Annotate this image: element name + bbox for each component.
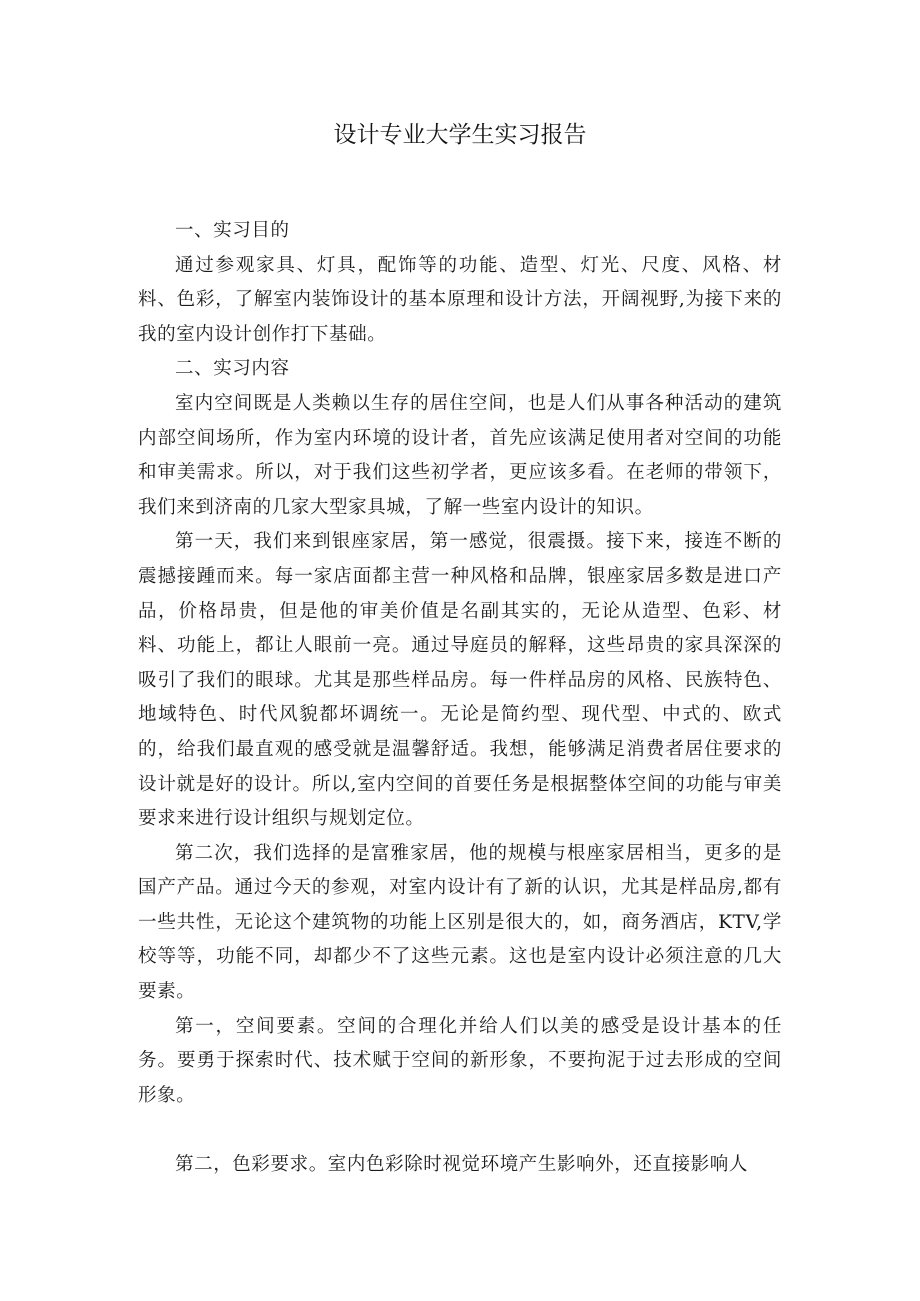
paragraph-color-requirement: 第二，色彩要求。室内色彩除时视觉环境产生影响外，还直接影响人 bbox=[175, 1154, 749, 1176]
document-body bbox=[138, 214, 782, 1183]
paragraph-second-visit: 第二次，我们选择的是富雅家居，他的规模与根座家居相当，更多的是国产产品。通过今天的参观，对室内设计有了新的认识，尤其是样品房,都有一些共性，无论这个建筑物的功能上区别是很大的，如，商务酒店，KTV,学校等等，功能不同，却都少不了这些元素。这也是室内设计必须注意的几大要素。 bbox=[138, 842, 782, 1003]
paragraph-first-day: 第一天，我们来到银座家居，第一感觉，很震摄。接下来，接连不断的震撼接踵而来。每一家店面都主营一种风格和品牌，银座家居多数是进口产品，价格昂贵，但是他的审美价值是名副其实的，无论从造型、色彩、材料、功能上，都让人眼前一亮。通过导庭员的解释，这些昂贵的家具深深的吸引了我们的眼球。尤其是那些样品房。每一件样品房的风格、民族特色、地域特色、时代风貌都坏调统一。无论是简约型、现代型、中式的、欧式的，给我们最直观的感受就是温馨舒适。我想，能够满足消费者居住要求的设计就是好的设计。所以,室内空间的首要任务是根据整体空间的功能与审美要求来进行设计组织与规划定位。 bbox=[138, 531, 782, 830]
section-heading-content: 二、实习内容 bbox=[175, 358, 290, 380]
section-heading-purpose: 一、实习目的 bbox=[175, 220, 290, 241]
paragraph-interior-space: 室内空间既是人类赖以生存的居住空间，也是人们从事各种活动的建筑内部空间场所，作为室内环境的设计者，首先应该满足使用者对空间的功能和审美需求。所以，对于我们这些初学者，更应该多看。在老师的带领下，我们来到济南的几家大型家具城，了解一些室内设计的知识。 bbox=[138, 392, 782, 518]
paragraph-purpose: 通过参观家具、灯具，配饰等的功能、造型、灯光、尺度、风格、材料、色彩，了解室内装饰设计的基本原理和设计方法，开阔视野,为接下来的我的室内设计创作打下基础。 bbox=[138, 254, 782, 345]
document-title: 设计专业大学生实习报告 bbox=[333, 122, 587, 148]
paragraph-space-element: 第一，空间要素。空间的合理化并给人们以美的感受是设计基本的任务。要勇于探索时代、技术赋于空间的新形象，不要拘泥于过去形成的空间形象。 bbox=[138, 1015, 782, 1106]
